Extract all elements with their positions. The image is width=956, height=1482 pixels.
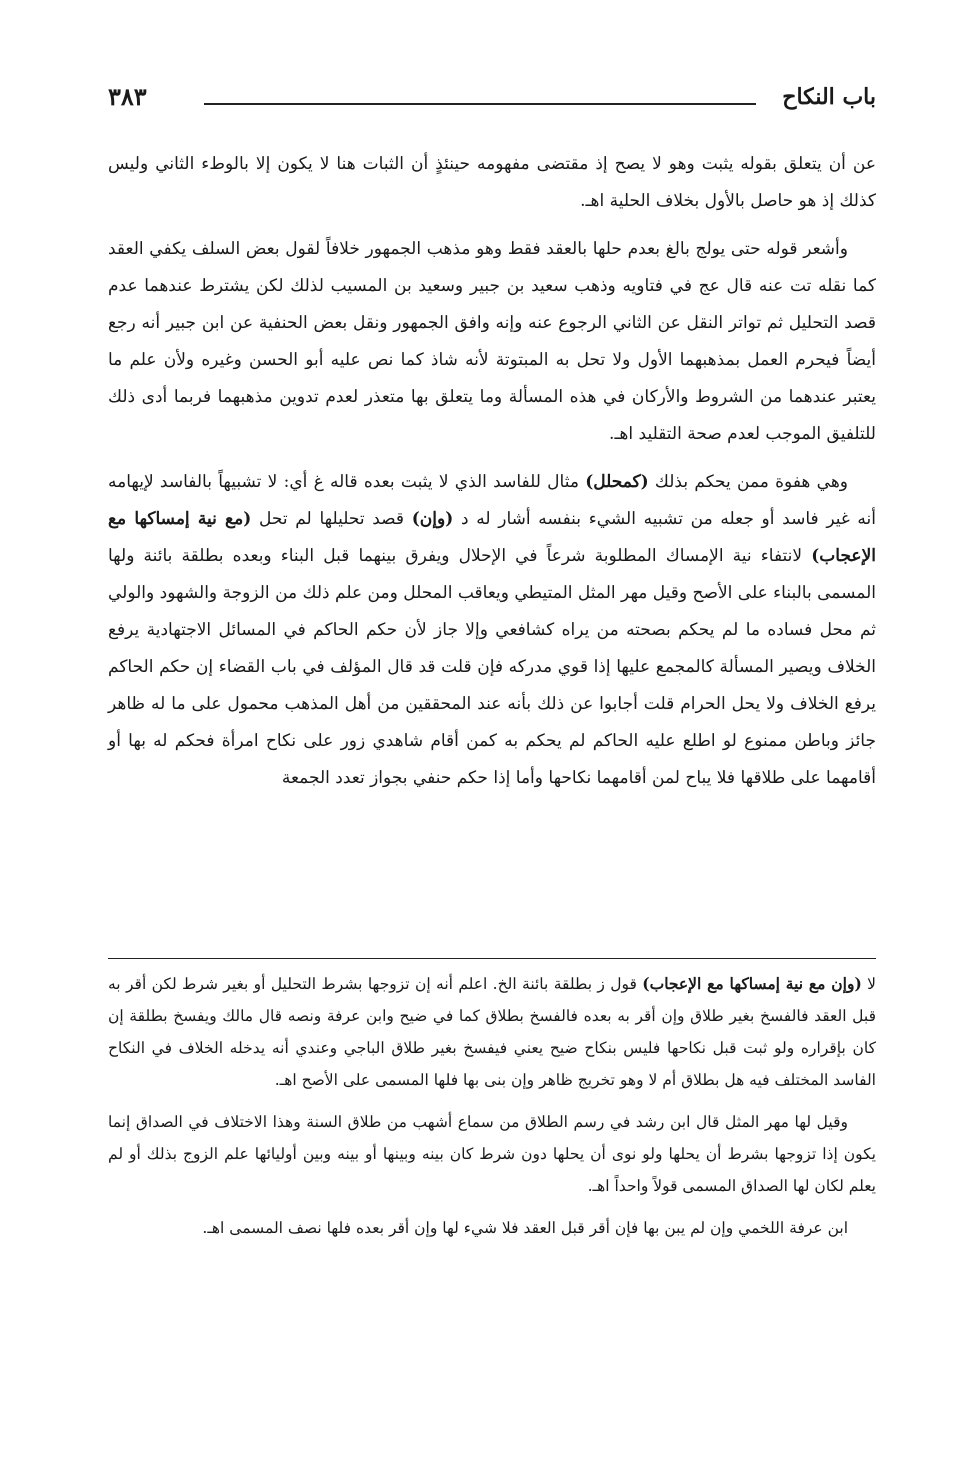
- header-rule: [204, 103, 756, 105]
- footnote-1-prefix: لا: [861, 975, 876, 993]
- main-text: [108, 146, 876, 808]
- matn-quote-niyya: (مع نية إمساكها مع الإعجاب): [108, 509, 876, 566]
- footnote-2: وقيل لها مهر المثل قال ابن رشد في رسم الطلاق من سماع أشهب من طلاق السنة وهذا الاختلاف في الصداق إنما يكون إذا تزوجها بشرط أن يحلها ولو نوى أن يحلها دون شرط كان بينه وبينها أو بينه وبين أوليائها علم الزوج بذلك أو لم يعلم لكان لها الصداق المسمى قولاً واحداً اهـ.: [108, 1113, 876, 1195]
- running-header: [108, 84, 876, 118]
- paragraph-3-part-4: لانتفاء نية الإمساك المطلوبة شرعاً في الإحلال ويفرق بينهما قبل البناء وبعده بطلقة بائنة ولها المسمى بالبناء على الأصح وقيل مهر المثل المتيطي ويعاقب المحلل ومن علم ذلك من الزوجة والشهود والولي ثم محل فساده ما لم يحكم بصحته من يراه كشافعي وإلا جاز لأن حكم الحاكم في المسائل الاجتهادية يرفع الخلاف ويصير المسألة كالمجمع عليها إذا قوي مدركه فإن قلت قد قال المؤلف في باب القضاء إن حكم الحاكم يرفع الخلاف ولا يحل الحرام قلت أجابوا عن ذلك بأنه عند المحققين من أهل المذهب محمول على ما له ظاهر جائز وباطن ممنوع لو اطلع عليه الحاكم لم يحكم به كمن أقام شاهدي زور على نكاح امرأة فحكم له بها أو أقامهما على طلاقها فلا يباح لمن أقامهما نكاحها وأما إذا حكم حنفي بجواز تعدد الجمعة: [108, 546, 876, 788]
- footnote-1: [108, 968, 876, 1096]
- paragraph-3-part-1: وهي هفوة ممن يحكم بذلك: [648, 472, 848, 492]
- paragraph-2: وأشعر قوله حتى يولج بالغ بعدم حلها بالعقد فقط وهو مذهب الجمهور خلافاً لقول بعض السلف يكفي العقد كما نقله تت عنه قال عج في فتاويه وذهب سعيد بن جبير وسعيد بن المسيب لذلك لكن يشترط عندهما عدم قصد التحليل ثم تواتر النقل عن الثاني الرجوع عنه وإنه وافق الجمهور ونقل بعض الحنفية عن ابن جبير أنه رجع أيضاً فيحرم العمل بمذهبهما الأول ولا تحل به المبتوتة لأنه شاذ كما نص عليه أبو الحسن وغيره ولأن علم ما يعتبر عندهما من الشروط والأركان في هذه المسألة وما يتعلق بها متعذر لعدم تدوين مذهبهما فربما أدى ذلك للتلفيق الموجب لعدم صحة التقليد اهـ.: [108, 239, 876, 444]
- chapter-title: باب النكاح: [782, 84, 876, 110]
- footnote-3: ابن عرفة اللخمي وإن لم يبن بها فإن أقر قبل العقد فلا شيء لها وإن أقر بعده فلها نصف المسمى اهـ.: [202, 1219, 848, 1237]
- footnote-separator: [108, 958, 876, 959]
- paragraph-3-part-2: مثال للفاسد الذي لا يثبت بعده قاله غ أي: لا تشبيهاً بالفاسد لإيهامه أنه غير فاسد أو جعله من تشبيه الشيء بنفسه أشار له د: [108, 472, 877, 529]
- footnotes: [108, 968, 876, 1254]
- matn-quote-kamuhallil: (كمحلل): [585, 472, 649, 492]
- paragraph-3: [108, 464, 876, 797]
- matn-quote-wain: (وإن): [411, 509, 454, 529]
- footnote-1-quote: (وإن مع نية إمساكها مع الإعجاب): [642, 974, 862, 993]
- paragraph-1: عن أن يتعلق بقوله يثبت وهو لا يصح إذ مقتضى مفهومه حينئذٍ أن الثبات هنا لا يكون إلا بالوطء الثاني وليس كذلك إذ هو حاصل بالأول بخلاف الحلية اهـ.: [108, 154, 876, 211]
- paragraph-3-part-3: قصد تحليلها لم تحل: [251, 509, 412, 529]
- footnote-1-text: قول ز بطلقة بائنة الخ. اعلم أنه إن تزوجها بشرط التحليل أو بغير شرط لكن أقر به قبل العقد فالفسخ بغير طلاق وإن أقر به بعده فالفسخ بطلاق كما في ضيح وابن عرفة ونصه قال مالك ويفسخ بطلقة إن كان بإقراره ولو ثبت قبل نكاحها فليس بنكاح ضيح يعني فيفسخ بغير طلاق الباجي وعندي أنه يدخله الخلاف في النكاح الفاسد المختلف فيه هل بطلاق أم لا وهو تخريج ظاهر وإن بنى بها فلها المسمى على الأصح اهـ.: [108, 975, 876, 1089]
- page-number: ٣٨٣: [108, 82, 147, 111]
